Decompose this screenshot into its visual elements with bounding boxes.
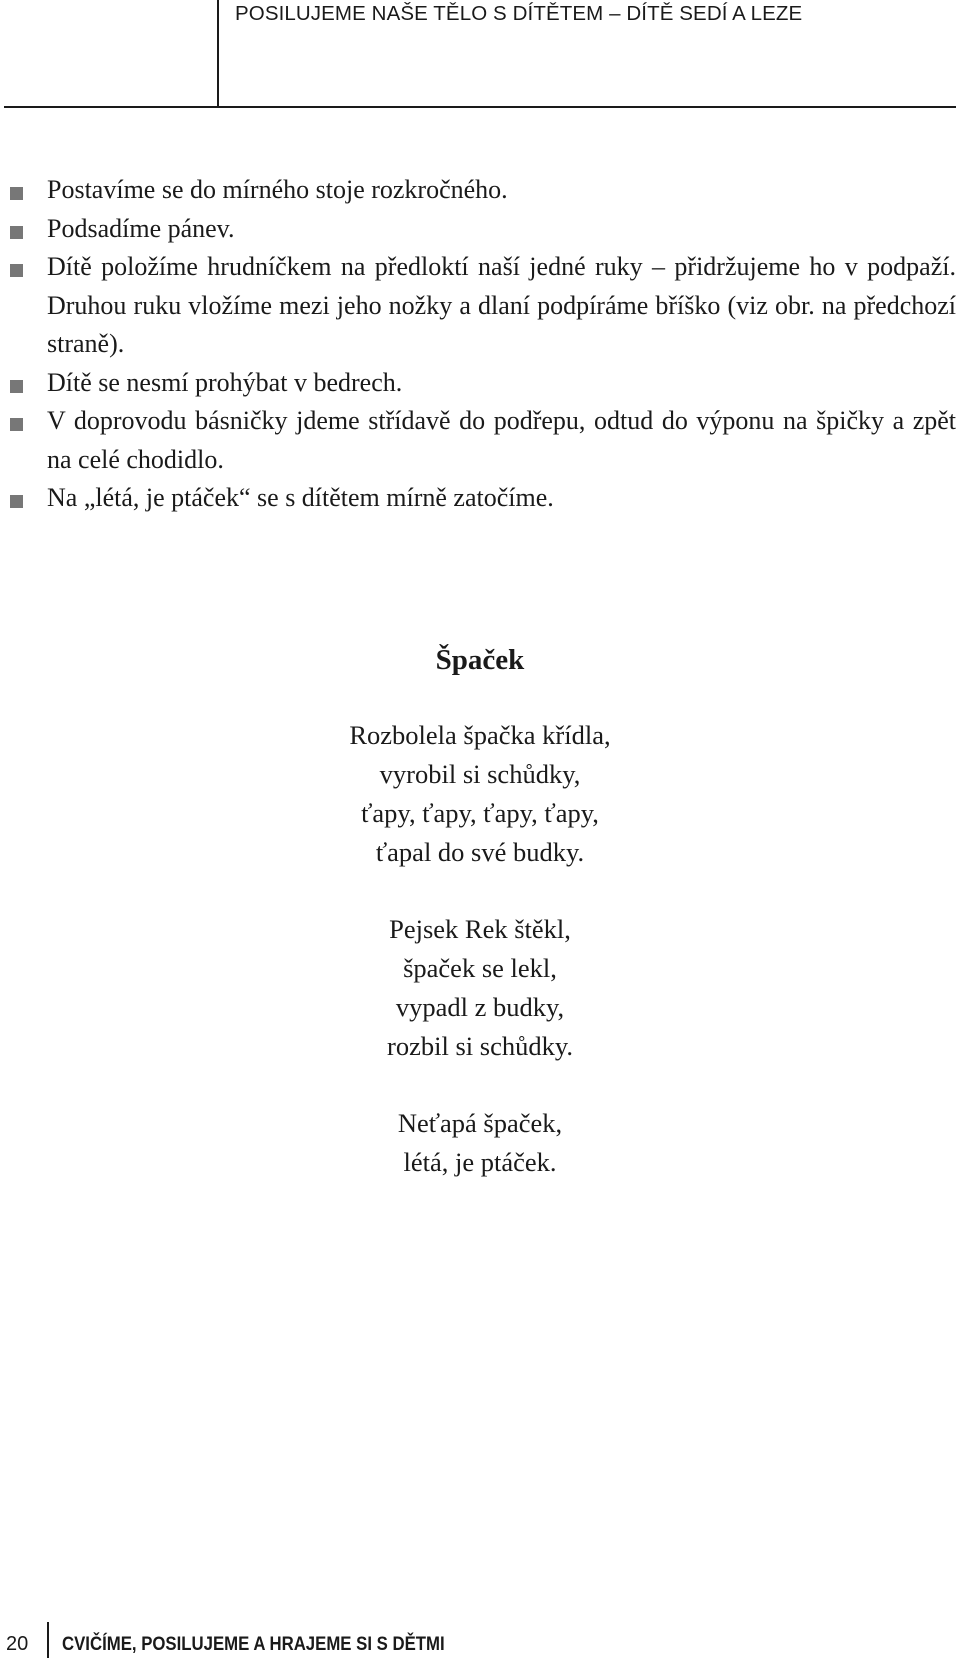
poem-verse: Neťapá špaček, [397,1108,563,1138]
list-item [0,171,960,210]
poem-verse: rozbil si schůdky. [387,1031,573,1061]
poem-stanza [0,1104,960,1182]
poem [0,642,960,1220]
running-header [0,0,960,108]
square-bullet-icon [10,187,23,200]
header-divider-horizontal [4,106,956,108]
list-item-text: Dítě položíme hrudníčkem na předloktí naší jedné ruky – přidržujeme ho v podpaží. Druhou ruku vložíme mezi jeho nožky a dlaní podpíráme bříško (viz obr. na předchozí straně). [47,252,956,358]
running-footer [0,1622,960,1658]
instruction-list [0,171,960,518]
list-item-text: V doprovodu básničky jdeme střídavě do podřepu, odtud do výponu na špičky a zpět na celé chodidlo. [47,406,956,474]
list-item [0,210,960,249]
square-bullet-icon [10,226,23,239]
poem-verse: vypadl z budky, [395,992,565,1022]
list-item [0,479,960,518]
poem-verse: Rozbolela špačka křídla, [349,720,611,750]
poem-verse: vyrobil si schůdky, [379,759,581,789]
poem-verse: ťapal do své budky. [375,837,585,867]
square-bullet-icon [10,264,23,277]
list-item [0,364,960,403]
square-bullet-icon [10,495,23,508]
footer-title: CVIČÍME, POSILUJEME A HRAJEME SI S DĚTMI [62,1633,445,1655]
poem-verse: Pejsek Rek štěkl, [389,914,571,944]
list-item-text: Postavíme se do mírného stoje rozkročného. [47,175,508,204]
poem-title: Špaček [435,644,525,676]
list-item [0,248,960,364]
footer-divider-vertical [47,1622,49,1658]
poem-verse: špaček se lekl, [403,953,557,983]
poem-verse: létá, je ptáček. [403,1147,557,1177]
page-number: 20 [6,1633,29,1655]
header-divider-vertical [217,0,219,107]
list-item [0,402,960,479]
poem-stanza [0,716,960,872]
header-title: POSILUJEME NAŠE TĚLO S DÍTĚTEM – DÍTĚ SEDÍ A LEZE [235,2,803,25]
list-item-text: Na „létá, je ptáček“ se s dítětem mírně zatočíme. [47,483,554,512]
poem-stanza [0,910,960,1066]
square-bullet-icon [10,418,23,431]
list-item-text: Dítě se nesmí prohýbat v bedrech. [47,367,403,397]
square-bullet-icon [10,380,23,393]
list-item-text: Podsadíme pánev. [47,213,235,243]
poem-verse: ťapy, ťapy, ťapy, ťapy, [361,798,599,828]
